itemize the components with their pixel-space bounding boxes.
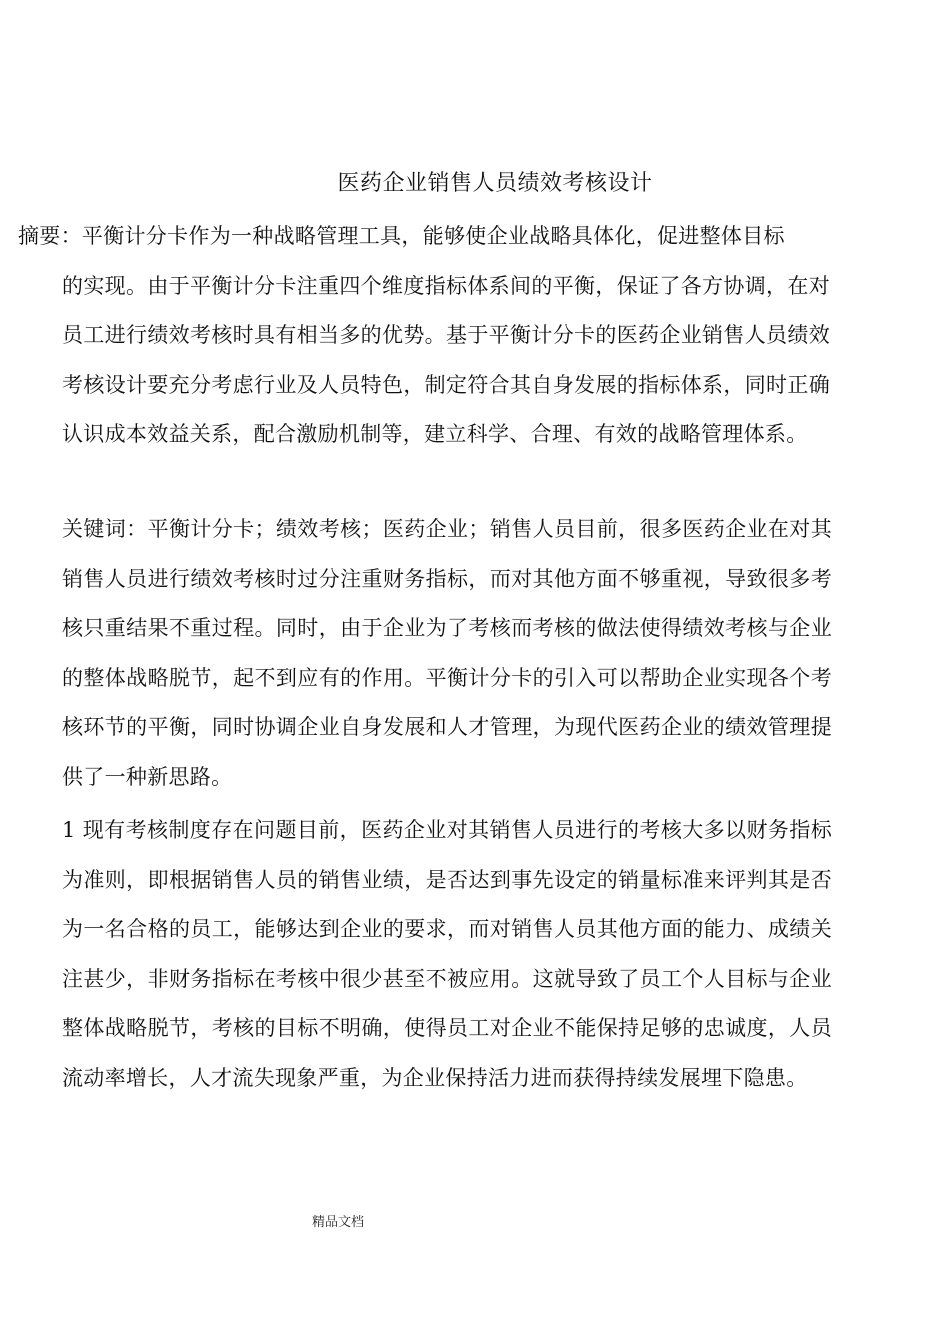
abstract-body: 的实现。由于平衡计分卡注重四个维度指标体系间的平衡，保证了各方协调，在对员工进行绩效考核时具有相当多的优势。基于平衡计分卡的医药企业销售人员绩效考核设计要充分考虑行业及人员特色，制定符合其自身发展的指标体系，同时正确认识成本效益关系，配合激励机制等，建立科学、合理、有效的战略管理体系。 [62,273,830,446]
keywords-paragraph: 关键词：平衡计分卡；绩效考核；医药企业；销售人员目前，很多医药企业在对其销售人员进行绩效考核时过分注重财务指标，而对其他方面不够重视，导致很多考核只重结果不重过程。同时，由于企业为了考核而考核的做法使得绩效考核与企业的整体战略脱节，起不到应有的作用。平衡计分卡的引入可以帮助企业实现各个考核环节的平衡，同时协调企业自身发展和人才管理，为现代医药企业的绩效管理提供了一种新思路。 [62,517,832,789]
footer-watermark-text: 精品文档 [312,1215,365,1230]
abstract-paragraph [18,212,830,460]
section-1-paragraph: 1 现有考核制度存在问题目前，医药企业对其销售人员进行的考核大多以财务指标为准则，即根据销售人员的销售业绩，是否达到事先设定的销量标准来评判其是否为一名合格的员工，能够达到企业的要求，而对销售人员其他方面的能力、成绩关注甚少，非财务指标在考核中很少甚至不被应用。这就导致了员工个人目标与企业整体战略脱节，考核的目标不明确，使得员工对企业不能保持足够的忠诚度，人员流动率增长，人才流失现象严重，为企业保持活力进而获得持续发展埋下隐患。 [62,818,832,1090]
abstract-first-line: 摘要：平衡计分卡作为一种战略管理工具，能够使企业战略具体化，促进整体目标 [18,224,785,248]
document-title: 医药企业销售人员绩效考核设计 [337,171,653,196]
